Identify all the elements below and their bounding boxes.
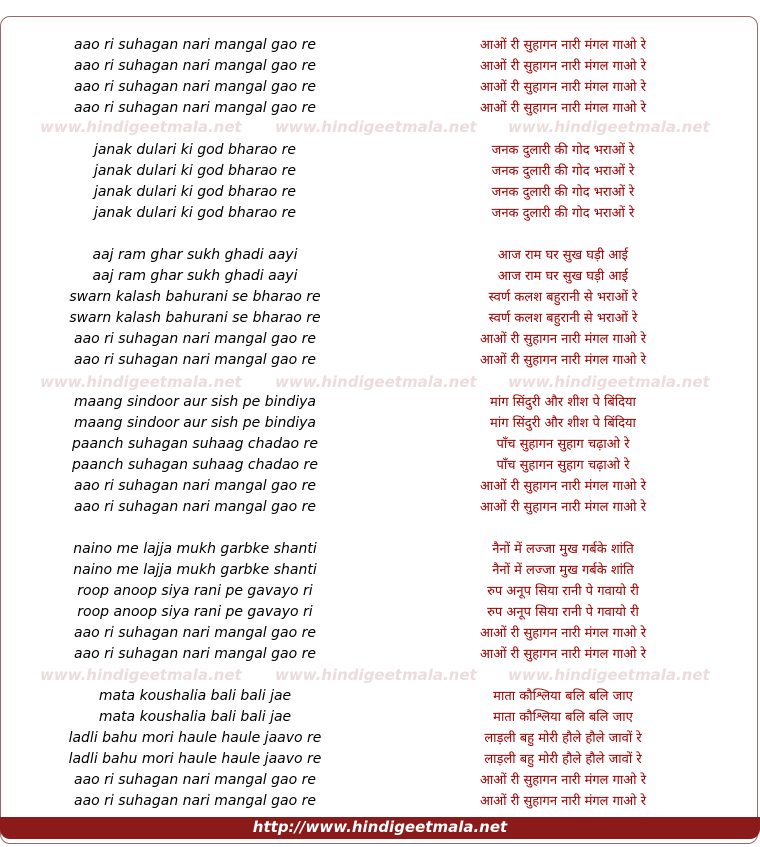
lyric-line-hindi: आओं री सुहागन नारी मंगल गाओ रे <box>479 500 647 515</box>
lyric-line-english: naino me lajja mukh garbke shanti <box>73 541 317 557</box>
lyric-line-hindi: मांग सिंदुरी और शीश पे बिंदिया <box>490 416 636 431</box>
lyric-line-hindi: आओं री सुहागन नारी मंगल गाओ रे <box>479 332 647 347</box>
stanza-gap <box>418 665 708 686</box>
lyric-line-hindi: जनक दुलारी की गोद भराओं रे <box>491 143 635 158</box>
lyric-line-hindi: आज राम घर सुख घड़ी आई <box>497 269 629 284</box>
stanza-gap <box>40 224 350 245</box>
lyric-line-english: aao ri suhagan nari mangal gao re <box>74 79 316 95</box>
lyric-line-english: aao ri suhagan nari mangal gao re <box>74 646 316 662</box>
lyric-line-english: aaj ram ghar sukh ghadi aayi <box>92 247 298 263</box>
lyric-line-english: ladli bahu mori haule haule jaavo re <box>68 751 322 767</box>
lyric-line-hindi: आज राम घर सुख घड़ी आई <box>497 248 629 263</box>
lyric-line-hindi: आओं री सुहागन नारी मंगल गाओ रे <box>479 353 647 368</box>
lyric-line-hindi: माता कौश्लिया बलि बलि जाए <box>493 689 633 704</box>
lyric-line-english: aao ri suhagan nari mangal gao re <box>74 352 316 368</box>
footer-bar <box>0 817 760 839</box>
lyric-line-hindi: आओं री सुहागन नारी मंगल गाओ रे <box>479 479 647 494</box>
stanza-gap <box>40 665 350 686</box>
lyric-line-hindi: आओं री सुहागन नारी मंगल गाओ रे <box>479 101 647 116</box>
stanza-gap <box>40 371 350 392</box>
stanza-gap <box>418 119 708 140</box>
lyrics-english-column <box>40 35 350 812</box>
lyric-line-hindi: नैनों में लज्जा मुख गर्बके शांति <box>492 542 634 557</box>
lyric-line-english: aao ri suhagan nari mangal gao re <box>74 58 316 74</box>
lyric-line-english: janak dulari ki god bharao re <box>93 184 297 200</box>
lyric-line-english: janak dulari ki god bharao re <box>93 163 297 179</box>
lyric-line-hindi: पाँच सुहागन सुहाग चढ़ाओ रे <box>496 437 630 452</box>
lyric-line-hindi: आओं री सुहागन नारी मंगल गाओ रे <box>479 38 647 53</box>
watermark-text: www.hindigeetmala.net <box>40 666 242 684</box>
lyric-line-hindi: आओं री सुहागन नारी मंगल गाओ रे <box>479 647 647 662</box>
stanza-gap <box>418 224 708 245</box>
lyric-line-english: roop anoop siya rani pe gavayo ri <box>77 583 313 599</box>
lyric-line-hindi: आओं री सुहागन नारी मंगल गाओ रे <box>479 626 647 641</box>
lyric-line-english: mata koushalia bali bali jae <box>98 709 292 725</box>
lyric-line-hindi: जनक दुलारी की गोद भराओं रे <box>491 185 635 200</box>
lyric-line-english: ladli bahu mori haule haule jaavo re <box>68 730 322 746</box>
watermark-text: www.hindigeetmala.net <box>275 373 477 391</box>
lyric-line-english: aao ri suhagan nari mangal gao re <box>74 100 316 116</box>
lyric-line-hindi: नैनों में लज्जा मुख गर्बके शांति <box>492 563 634 578</box>
lyric-line-hindi: रुप अनूप सिया रानी पे गवायो री <box>487 605 639 620</box>
stanza-gap <box>418 371 708 392</box>
lyric-line-hindi: पाँच सुहागन सुहाग चढ़ाओ रे <box>496 458 630 473</box>
lyric-line-english: janak dulari ki god bharao re <box>93 205 297 221</box>
lyric-line-hindi: लाड़ली बहु मोरी हौले हौले जावों रे <box>484 752 642 767</box>
lyric-line-hindi: लाड़ली बहु मोरी हौले हौले जावों रे <box>484 731 642 746</box>
watermark-text: www.hindigeetmala.net <box>275 666 477 684</box>
lyric-line-english: aao ri suhagan nari mangal gao re <box>74 499 316 515</box>
lyric-line-english: maang sindoor aur sish pe bindiya <box>74 415 316 431</box>
footer-link[interactable]: http://www.hindigeetmala.net <box>252 818 508 836</box>
lyric-line-hindi: जनक दुलारी की गोद भराओं रे <box>491 206 635 221</box>
watermark-text: www.hindigeetmala.net <box>508 373 710 391</box>
lyric-line-hindi: आओं री सुहागन नारी मंगल गाओ रे <box>479 59 647 74</box>
lyric-line-hindi: आओं री सुहागन नारी मंगल गाओ रे <box>479 773 647 788</box>
lyric-line-english: swarn kalash bahurani se bharao re <box>69 310 321 326</box>
watermark-text: www.hindigeetmala.net <box>508 118 710 136</box>
lyrics-hindi-column <box>418 35 708 812</box>
lyric-line-english: maang sindoor aur sish pe bindiya <box>74 394 316 410</box>
stanza-gap <box>40 518 350 539</box>
lyric-line-english: aao ri suhagan nari mangal gao re <box>74 772 316 788</box>
lyric-line-english: aao ri suhagan nari mangal gao re <box>74 37 316 53</box>
lyric-line-english: paanch suhagan suhaag chadao re <box>72 436 318 452</box>
lyric-line-hindi: स्वर्ण कलश बहुरानी से भराओं रे <box>488 290 638 305</box>
lyric-line-english: paanch suhagan suhaag chadao re <box>72 457 318 473</box>
watermark-text: www.hindigeetmala.net <box>40 118 242 136</box>
lyric-line-english: naino me lajja mukh garbke shanti <box>73 562 317 578</box>
watermark-text: www.hindigeetmala.net <box>40 373 242 391</box>
lyric-line-english: aao ri suhagan nari mangal gao re <box>74 331 316 347</box>
lyric-line-hindi: माता कौश्लिया बलि बलि जाए <box>493 710 633 725</box>
lyric-line-english: roop anoop siya rani pe gavayo ri <box>77 604 313 620</box>
lyric-line-hindi: रुप अनूप सिया रानी पे गवायो री <box>487 584 639 599</box>
stanza-gap <box>418 518 708 539</box>
stanza-gap <box>40 119 350 140</box>
lyric-line-hindi: मांग सिंदुरी और शीश पे बिंदिया <box>490 395 636 410</box>
lyric-line-english: aaj ram ghar sukh ghadi aayi <box>92 268 298 284</box>
lyric-line-hindi: आओं री सुहागन नारी मंगल गाओ रे <box>479 80 647 95</box>
lyric-line-english: aao ri suhagan nari mangal gao re <box>74 478 316 494</box>
lyric-line-english: aao ri suhagan nari mangal gao re <box>74 625 316 641</box>
lyric-line-english: janak dulari ki god bharao re <box>93 142 297 158</box>
watermark-text: www.hindigeetmala.net <box>275 118 477 136</box>
lyric-line-english: aao ri suhagan nari mangal gao re <box>74 793 316 809</box>
lyric-line-english: mata koushalia bali bali jae <box>98 688 292 704</box>
watermark-text: www.hindigeetmala.net <box>508 666 710 684</box>
lyric-line-hindi: जनक दुलारी की गोद भराओं रे <box>491 164 635 179</box>
lyric-line-english: swarn kalash bahurani se bharao re <box>69 289 321 305</box>
lyric-line-hindi: स्वर्ण कलश बहुरानी से भराओं रे <box>488 311 638 326</box>
lyric-line-hindi: आओं री सुहागन नारी मंगल गाओ रे <box>479 794 647 809</box>
